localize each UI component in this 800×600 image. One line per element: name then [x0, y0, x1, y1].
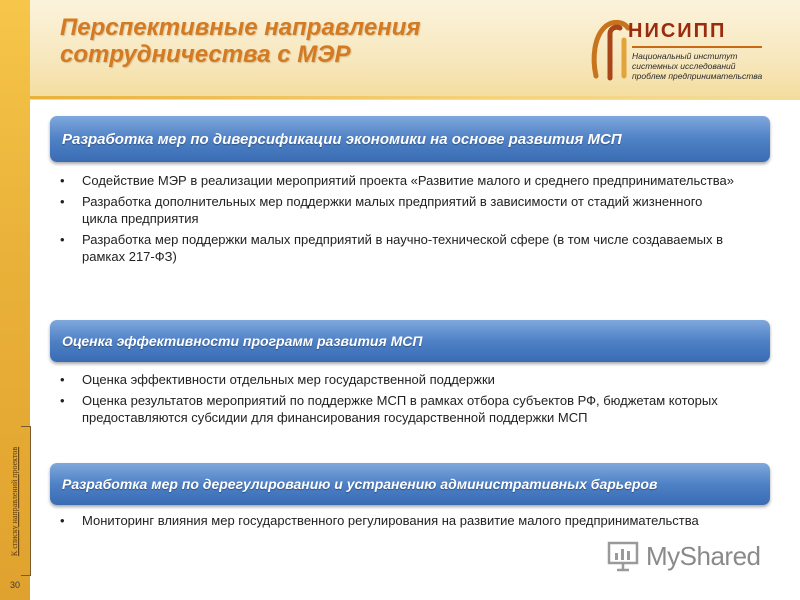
watermark-text: MyShared — [646, 540, 761, 571]
bullet-item: • Содействие МЭР в реализации мероприятий проекта «Развитие малого и среднего предпринимательства» — [60, 172, 740, 189]
slide-title — [60, 14, 520, 68]
slide-title-line-1: Перспективные направления — [60, 14, 421, 41]
section-heading-text: Разработка мер по дерегулированию и устранению административных барьеров — [62, 476, 658, 492]
logo-subtitle-line-1: Национальный институт — [632, 51, 738, 61]
bullet-item: • Оценка результатов мероприятий по поддержке МСП в рамках отбора субъектов РФ, бюджетам которых предоставляются субсидии для финансирования государственной поддержки МСП — [60, 392, 740, 426]
section-bullets-evaluation — [60, 371, 740, 430]
bullet-item: • Разработка дополнительных мер поддержки малых предприятий в зависимости от стадий жизненного цикла предприятия — [60, 193, 740, 227]
nisipp-logo — [590, 16, 775, 86]
section-heading-deregulation — [50, 463, 770, 505]
bullet-item: • Разработка мер поддержки малых предприятий в научно-технической сфере (в том числе создаваемых в рамках 217-ФЗ) — [60, 231, 740, 265]
section-heading-text: Оценка эффективности программ развития МСП — [62, 333, 423, 349]
presentation-board-icon — [606, 539, 640, 573]
section-bullets-deregulation — [60, 512, 740, 533]
section-bullets-diversification — [60, 172, 740, 269]
logo-name: НИСИПП — [628, 20, 727, 42]
logo-subtitle — [632, 51, 772, 81]
logo-subtitle-line-3: проблем предпринимательства — [632, 71, 763, 81]
page-number: 30 — [9, 580, 20, 590]
back-to-projects-label: К списку направлений проектов — [10, 446, 20, 556]
back-to-projects-link[interactable] — [0, 423, 30, 579]
section-heading-text: Разработка мер по диверсификации экономики на основе развития МСП — [62, 130, 622, 148]
slide-title-line-2: сотрудничества с МЭР — [60, 41, 351, 68]
bullet-item: • Оценка эффективности отдельных мер государственной поддержки — [60, 371, 740, 388]
myshared-watermark — [606, 538, 776, 574]
section-heading-diversification — [50, 116, 770, 162]
logo-rule — [632, 46, 762, 48]
section-heading-evaluation — [50, 320, 770, 362]
header-divider — [30, 96, 800, 99]
logo-subtitle-line-2: системных исследований — [632, 61, 736, 71]
bullet-item: • Мониторинг влияния мер государственного регулирования на развитие малого предпринимательства — [60, 512, 740, 529]
